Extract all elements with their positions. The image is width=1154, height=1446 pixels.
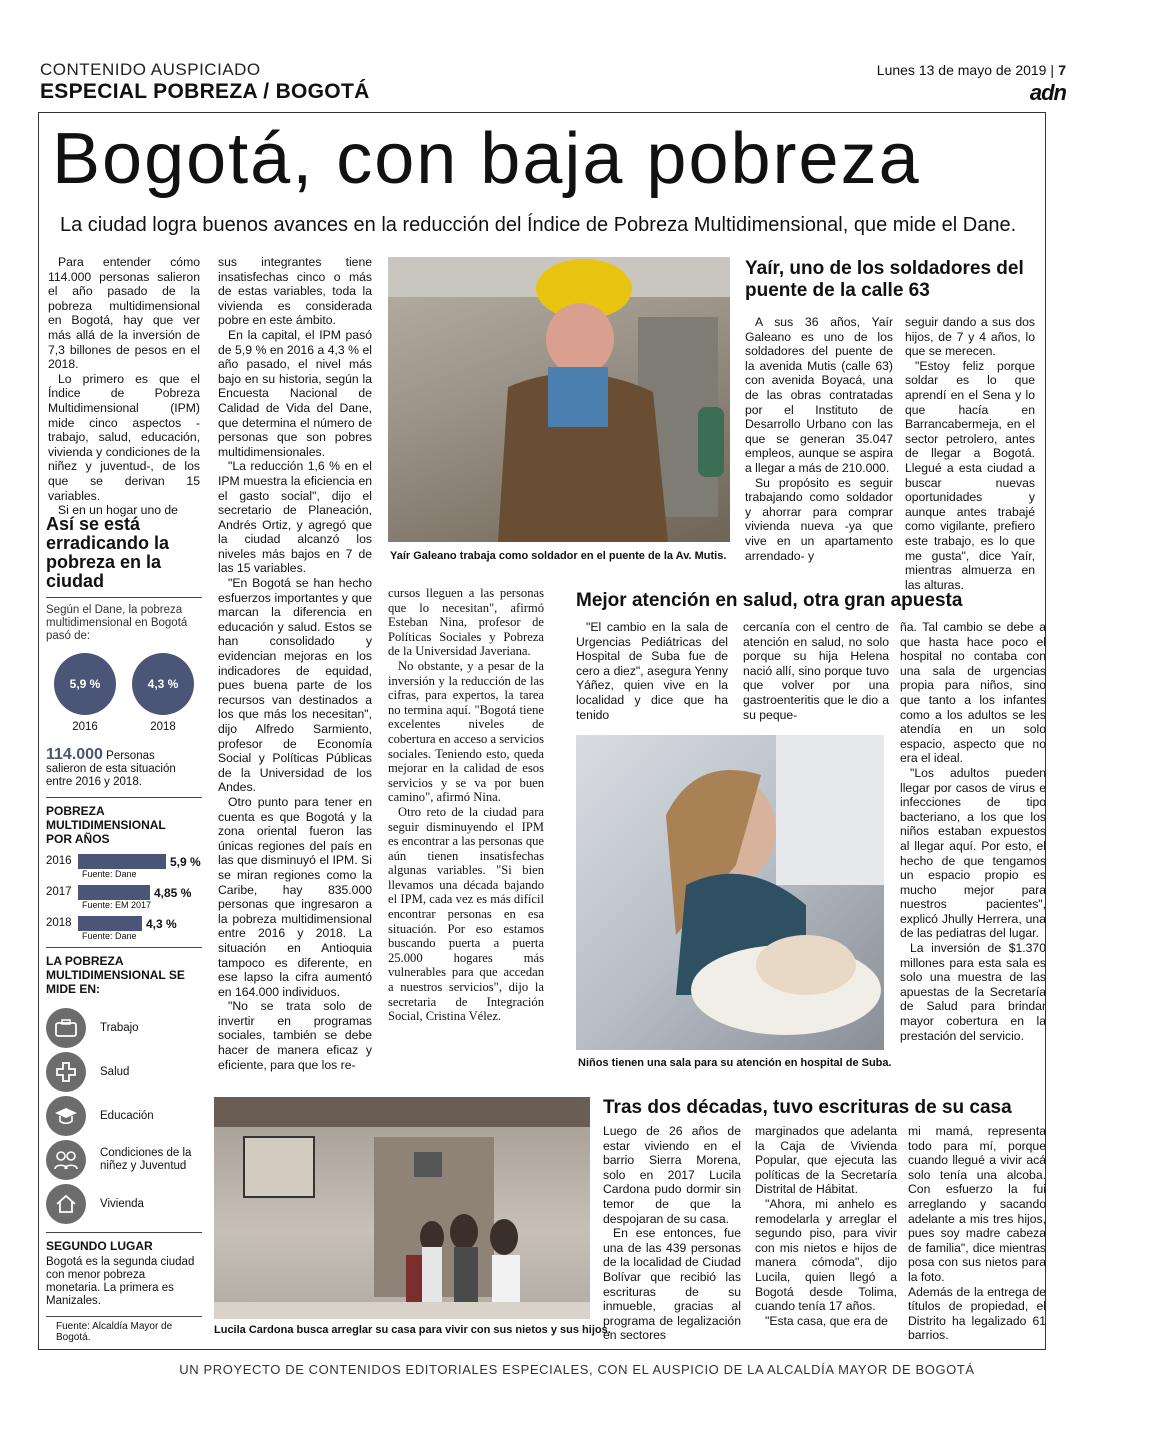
paragraph: "El cambio en la sala de Urgencias Pediátricas del Hospital de Suba fue de cero a diez", asegura Yenny Yáñez, quien vive en la localidad y dice que ha tenido [576,620,728,722]
main-col-2 [218,255,372,1072]
paragraph: Para entender cómo 114.000 personas salieron el año pasado de la pobreza multidimensional en Bogotá, hay que ver más allá de la inversión de 7,3 billones de pesos en el 2018. [48,255,200,372]
measure-item-salud [46,1050,202,1094]
paragraph: ña. Tal cambio se debe a que hasta hace poco el hospital no contaba con una sala de urgencias propia para niños, sino que tanto a los infantes como a los adultos se les atendía en un solo espacio, aspecto que no era el ideal. [900,620,1046,766]
sidebar-heading: Así se está erradicando la pobreza en la ciudad [46,514,170,591]
bar-row [46,916,202,941]
paragraph: En la capital, el IPM pasó de 5,9 % en 2016 a 4,3 % el año pasado, el nivel más bajo en su historia, según la Encuesta Nacional de Calidad de Vida del Dane, que determina el número de personas que son pobres multidimensionales. [218,327,372,459]
story2-col-1 [576,620,728,722]
bars-chart [46,854,202,941]
health-cross-icon [46,1052,86,1092]
measure-label: Trabajo [100,1021,139,1034]
sidebar-intro: Según el Dane, la pobreza multidimensional en Bogotá pasó de: [46,604,188,642]
circle-year: 2018 [150,721,176,733]
paragraph: Si en un hogar uno de [58,503,178,518]
ipm-circle: 5,9 % [54,653,116,715]
paragraph: sus integrantes tiene insatisfechas cinco o más de estas variables, toda la vivienda es considerada pobre en este ámbito. [218,255,372,328]
briefcase-icon [46,1008,86,1048]
bar-row [46,885,202,910]
bar-value: 4,3 % [146,916,177,931]
measures-list [46,1006,202,1226]
bar-source: Fuente: Dane [82,869,137,879]
bars-heading: POBREZA MULTIDIMENSIONAL POR AÑOS [46,804,166,846]
paragraph: marginados que adelanta la Caja de Vivienda Popular, que ejecuta las políticas de la Secretaría Distrital de Hábitat. [755,1124,897,1197]
paragraph: "Estoy feliz porque soldar es lo que aprendí en el Sena y lo que hacía en Barrancabermeja, en el sector petrolero, antes de llegar a Bogotá. Llegué a esta ciudad a buscar nuevas oportunidades y aunque antes trabajé como vigilante, prefiero este trabajo, es lo que me gusta", dice Yaír, mientras almuerza en las alturas. [905,358,1035,592]
paragraph: No obstante, y a pesar de la inversión y la reducción de las cifras, para expertos, la tarea no termina aquí. "Bogotá tiene excelentes niveles de cobertura en acceso a servicios sociales. Teniendo esto, queda mejorar en la calidad de esos servicios y se va por buen camino", afirmó Nina. [388,658,544,805]
paragraph: mi mamá, representa todo para mí, porque cuando llegué a vivir acá solo tenía una alcoba. Con esfuerzo la fui arreglando y sacando adelante a mis tres hijos, pues soy madre cabeza de familia", dice mientras posa con sus nietos para la foto. [908,1124,1046,1284]
paragraph: Su propósito es seguir trabajando como soldador y ahorrar para comprar vivienda nueva -ya que vive en un apartamento arrendado- y [745,475,893,563]
page-number: 7 [1058,62,1066,78]
paragraph: "En Bogotá se han hecho esfuerzos importantes y que marcan la diferencia en educación y salud. Estos se han consolidado y evidencian mejoras en los indicadores de equidad, pues buena parte de los recursos van destinados a los que más los necesitan", dijo Alfredo Sarmiento, profesor de Economía Social y Políticas Públicas de la Universidad de los Andes. [218,576,372,795]
paragraph: seguir dando a sus dos hijos, de 7 y 4 años, lo que se merecen. [905,315,1035,359]
paragraph: "Ahora, mi anhelo es remodelarla y arreglar el segundo piso, para vivir con mis nietos e hijos de manera cómoda", dijo Lucila, quien llegó a Bogotá desde Tolima, cuando tenía 17 años. [755,1196,897,1314]
story3-col-1 [603,1124,741,1343]
bar-source: Fuente: EM 2017 [82,900,152,910]
measure-item-educacion [46,1094,202,1138]
paragraph: "La reducción 1,6 % en el IPM muestra la eficiencia en el gasto social", dijo el secretario de Planeación, Andrés Ortiz, y agregó que la ciudad alcanzó los niveles más bajos en 7 de las 15 variables. [218,459,372,576]
paragraph: En ese entonces, fue una de las 439 personas de la localidad de Ciudad Bolívar que recibió las escrituras de su inmueble, gracias al programa de legalización en sectores [603,1226,741,1343]
measure-label: Condiciones de la niñez y Juventud [100,1147,192,1172]
bar-value: 5,9 % [170,854,201,869]
ipm-2016 [54,653,116,734]
measure-label: Educación [100,1109,154,1122]
headline: Bogotá, con baja pobreza [52,119,921,199]
children-icon [46,1140,86,1180]
circle-year: 2016 [72,721,98,733]
paragraph: La inversión de $1.370 millones para esta sala es solo una muestra de las apuestas de la Secretaría de Salud para brindar mayor cobertura en la prestación del servicio. [900,941,1046,1043]
sidebar-source: Fuente: Alcaldía Mayor de Bogotá. [56,1321,173,1343]
photo-lucila-caption: Lucila Cardona busca arreglar su casa para vivir con sus nietos y sus hijos. [214,1324,611,1336]
house-icon [46,1184,86,1224]
photo-welder [388,257,730,542]
story1-col-2 [905,315,1035,592]
paragraph: A sus 36 años, Yaír Galeano es uno de los soldadores del puente de la avenida Mutis (calle 63) con avenida Boyacá, una de las obras contratadas por el Instituto de Desarrollo Urbano con las que se generan 35.047 empleos, aunque se aspira a llegar a más de 210.000. [745,315,893,475]
paragraph: Además de la entrega de títulos de propiedad, el Distrito ha legalizado 61 barrios. [908,1284,1046,1343]
paragraph: Otro punto para tener en cuenta es que Bogotá y la zona oriental fueron las únicas regiones del país en las que disminuyó el IPM. Si se miran regiones como la Caribe, hay 835.000 personas que ingresaron a la pobreza multidimensional entre 2016 y 2018. La situación en Antioquia tampoco es diferente, en ese lapso la cifra aumentó en 164.000 individuos. [218,794,372,999]
section-title: ESPECIAL POBREZA / BOGOTÁ [40,80,370,103]
people-stat [46,748,202,789]
second-place-heading: SEGUNDO LUGAR [46,1239,153,1253]
photo-hospital-caption: Niños tienen una sala para su atención en hospital de Suba. [578,1057,892,1069]
story1-heading: Yaír, uno de los soldadores del puente de la calle 63 [745,258,1024,301]
bar-value: 4,85 % [154,885,192,900]
story1-col-1 [745,315,893,563]
people-desc: salieron de esta situación entre 2016 y 2018. [46,763,176,788]
bar-row [46,854,202,879]
ipm-2018 [132,653,194,734]
bar-year: 2017 [46,886,72,898]
story3-heading: Tras dos décadas, tuvo escrituras de su casa [603,1097,1012,1118]
graduation-cap-icon [46,1096,86,1136]
photo-hospital [576,735,884,1050]
ipm-circle: 4,3 % [132,653,194,715]
story3-col-3 [908,1124,1046,1343]
paragraph: Luego de 26 años de estar viviendo en el barrio Sierra Morena, solo en 2017 Lucila Cardona pudo dormir sin temor de que la despojaran de su casa. [603,1124,741,1226]
story2-col-3 [900,620,1046,1043]
bar [78,916,142,931]
publication-logo: adn [1029,80,1066,105]
bar [78,854,166,869]
measure-item-trabajo [46,1006,202,1050]
main-col-1 [48,255,200,518]
paragraph: "No se trata solo de invertir en programas sociales, también se debe hacer de manera eficaz y eficiente, para que los re- [218,999,372,1072]
measure-label: Vivienda [100,1197,144,1210]
paragraph: "Los adultos pueden llegar por casos de virus e infecciones de tipo bacteriano, a los que los niños estaban expuestos al llegar aquí. Por esto, el hecho de que tengamos un espacio propio es mucho mejor para nuestros pacientes", explicó Jhully Herrera, una de las pediatras del lugar. [900,765,1046,941]
story3-col-2 [755,1124,897,1328]
paragraph: cercanía con el centro de atención en salud, no solo porque su hija Helena nació allí, sino porque tuvo que volver por una gastroenteritis que le dio a su peque- [743,620,889,722]
second-place-text: Bogotá es la segunda ciudad con menor pobreza monetaria. La primera es Manizales. [46,1256,195,1307]
issue-date: Lunes 13 de mayo de 2019 | [876,62,1054,78]
photo-lucila [214,1097,590,1319]
paragraph: Lo primero es que el Índice de Pobreza Multidimensional (IPM) mide cinco aspectos -trabajo, salud, educación, vivienda y condiciones de la niñez y juventud-, de los que se derivan 15 variables. [48,371,200,503]
main-col-3 [388,586,544,1024]
sidebar [46,515,202,1343]
paragraph: "Esta casa, que era de [765,1313,888,1328]
measures-heading: LA POBREZA MULTIDIMENSIONAL SE MIDE EN: [46,954,185,996]
section-kicker: CONTENIDO AUSPICIADO [40,60,261,79]
bar-source: Fuente: Dane [82,931,137,941]
people-label: Personas [106,750,155,762]
paragraph: cursos lleguen a las personas que lo necesitan", afirmó Esteban Nina, profesor de Políticas Sociales y Pobreza de la Universidad Javeriana. [388,586,544,659]
bar [78,885,150,900]
bar-year: 2016 [46,855,72,867]
paragraph: Otro reto de la ciudad para seguir disminuyendo el IPM es encontrar a las personas que aún tienen insatisfechas algunas variables. "Si bien llevamos una década bajando el IPM, cada vez es más difícil encontrar personas en esa situación. Por eso estamos buscando puerta a puerta 25.000 hogares más vulnerables para que accedan a nuestros servicios", dijo la secretaria de Integración Social, Cristina Vélez. [388,804,544,1024]
measure-item-vivienda [46,1182,202,1226]
footer-note: UN PROYECTO DE CONTENIDOS EDITORIALES ESPECIALES, CON EL AUSPICIO DE LA ALCALDÍA MAYOR DE BOGOTÁ [179,1362,975,1377]
story2-heading: Mejor atención en salud, otra gran apuesta [576,590,963,611]
measure-label: Salud [100,1065,130,1078]
photo-welder-caption: Yaír Galeano trabaja como soldador en el puente de la Av. Mutis. [390,550,727,562]
bar-year: 2018 [46,917,72,929]
lead: La ciudad logra buenos avances en la reducción del Índice de Pobreza Multidimensional, que mide el Dane. [60,214,1017,236]
measure-item-ninez [46,1138,202,1182]
people-number: 114.000 [46,746,103,763]
story2-col-2 [743,620,889,722]
